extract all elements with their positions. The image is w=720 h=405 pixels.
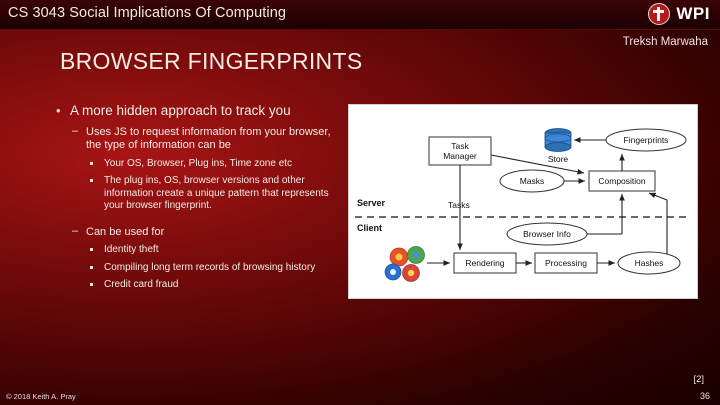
svg-text:Hashes: Hashes xyxy=(634,258,664,268)
svg-text:Masks: Masks xyxy=(519,176,545,186)
reference-citation: [2] xyxy=(693,374,704,385)
svg-text:Server: Server xyxy=(357,198,386,208)
svg-text:Client: Client xyxy=(357,223,383,233)
bullet-level1-text: A more hidden approach to track you xyxy=(70,103,291,118)
wpi-logo xyxy=(648,3,710,25)
page-number: 36 xyxy=(699,391,710,401)
course-title: CS 3043 Social Implications Of Computing xyxy=(8,5,287,21)
bullet-dash-icon: – xyxy=(72,124,79,137)
svg-text:Browser Info: Browser Info xyxy=(523,229,571,239)
bullet-level3-a1 xyxy=(56,158,346,171)
copyright-notice: © 2018 Keith A. Pray xyxy=(6,392,76,401)
bullet-level1 xyxy=(56,103,346,119)
svg-text:Manager: Manager xyxy=(443,151,477,161)
author-name: Treksh Marwaha xyxy=(622,36,708,48)
svg-text:Composition: Composition xyxy=(598,176,646,186)
bullet-square-icon xyxy=(90,162,93,165)
bullet-level2-b-text: Can be used for xyxy=(86,225,165,238)
bullet-level2-a xyxy=(56,126,346,153)
svg-text:Task: Task xyxy=(451,141,469,151)
fingerprinting-diagram xyxy=(348,104,698,299)
bullet-level3-b2-text: Compiling long term records of browsing history xyxy=(104,261,316,273)
bullet-level3-a1-text: Your OS, Browser, Plug ins, Time zone etc xyxy=(104,157,293,169)
bullet-dash-icon: – xyxy=(72,224,79,237)
bullet-square-icon xyxy=(90,179,93,182)
bullet-dot-icon: • xyxy=(56,103,61,118)
bullet-level3-b2 xyxy=(56,262,346,275)
bullet-list xyxy=(56,103,346,292)
bullet-level3-a2 xyxy=(56,175,346,213)
bullet-level3-b3-text: Credit card fraud xyxy=(104,279,179,291)
svg-text:Store: Store xyxy=(547,154,569,164)
bullet-square-icon xyxy=(90,248,93,251)
bullet-level2-b xyxy=(56,226,346,239)
bullet-level3-b1-text: Identity theft xyxy=(104,244,159,256)
svg-text:Fingerprints: Fingerprints xyxy=(623,135,669,145)
wpi-seal-icon xyxy=(648,3,670,25)
svg-text:Tasks: Tasks xyxy=(448,200,470,210)
bullet-level2-a-text: Uses JS to request information from your browser, the type of information can be xyxy=(86,125,331,152)
spacer xyxy=(56,213,346,223)
svg-text:Processing: Processing xyxy=(544,258,588,268)
wpi-logo-text: WPI xyxy=(676,4,710,23)
bullet-square-icon xyxy=(90,283,93,286)
bullet-level3-b1 xyxy=(56,244,346,257)
svg-text:Rendering: Rendering xyxy=(465,258,505,268)
bullet-level3-b3 xyxy=(56,279,346,292)
page-title: BROWSER FINGERPRINTS xyxy=(60,48,363,74)
bullet-square-icon xyxy=(90,266,93,269)
bullet-level3-a2-text: The plug ins, OS, browser versions and other information create a unique pattern that represents your browser fingerprint. xyxy=(104,175,329,212)
